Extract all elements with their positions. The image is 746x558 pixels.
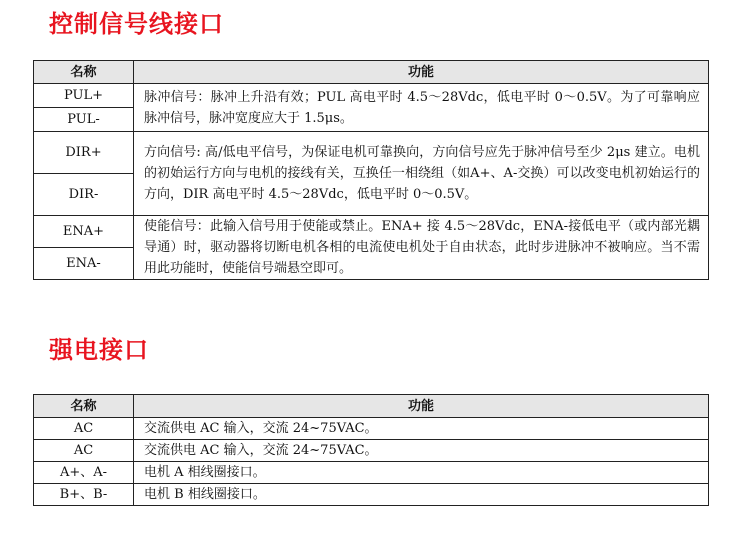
signal-name-ena-plus: ENA+ (34, 216, 134, 248)
signal-name-ena-minus: ENA- (34, 248, 134, 280)
power-name: B+、B- (34, 484, 134, 506)
header-function: 功能 (134, 61, 709, 84)
table-header-row (34, 61, 709, 84)
table-header-row (34, 395, 709, 418)
power-name: A+、A- (34, 462, 134, 484)
power-name: AC (34, 440, 134, 462)
table-row (34, 132, 709, 174)
power-desc: 电机 A 相线圈接口。 (134, 462, 709, 484)
power-desc: 交流供电 AC 输入，交流 24~75VAC。 (134, 418, 709, 440)
header-name: 名称 (34, 395, 134, 418)
signal-desc-pul: 脉冲信号：脉冲上升沿有效；PUL 高电平时 4.5～28Vdc，低电平时 0～0.5V。为了可靠响应脉冲信号，脉冲宽度应大于 1.5μs。 (134, 84, 709, 132)
table-row (34, 484, 709, 506)
power-interface-table (33, 394, 709, 506)
signal-name-dir-minus: DIR- (34, 174, 134, 216)
signal-name-pul-minus: PUL- (34, 108, 134, 132)
power-name: AC (34, 418, 134, 440)
table-row (34, 84, 709, 108)
section-title-power: 强电接口 (49, 336, 149, 364)
section-title-control-signals: 控制信号线接口 (49, 10, 224, 38)
header-function: 功能 (134, 395, 709, 418)
table-row (34, 440, 709, 462)
signal-name-dir-plus: DIR+ (34, 132, 134, 174)
control-signal-table (33, 60, 709, 280)
signal-desc-dir: 方向信号: 高/低电平信号，为保证电机可靠换向，方向信号应先于脉冲信号至少 2μs 建立。电机的初始运行方向与电机的接线有关，互换任一相绕组（如A+、A-交换）可以改变电机初始运行的方向，DIR 高电平时 4.5～28Vdc，低电平时 0～0.5V。 (134, 132, 709, 216)
power-desc: 电机 B 相线圈接口。 (134, 484, 709, 506)
signal-name-pul-plus: PUL+ (34, 84, 134, 108)
header-name: 名称 (34, 61, 134, 84)
table-row (34, 462, 709, 484)
table-row (34, 216, 709, 248)
power-desc: 交流供电 AC 输入，交流 24~75VAC。 (134, 440, 709, 462)
signal-desc-ena: 使能信号：此输入信号用于使能或禁止。ENA+ 接 4.5～28Vdc，ENA-接低电平（或内部光耦导通）时，驱动器将切断电机各相的电流使电机处于自由状态，此时步进脉冲不被响应。当不需用此功能时，使能信号端悬空即可。 (134, 216, 709, 280)
table-row (34, 418, 709, 440)
